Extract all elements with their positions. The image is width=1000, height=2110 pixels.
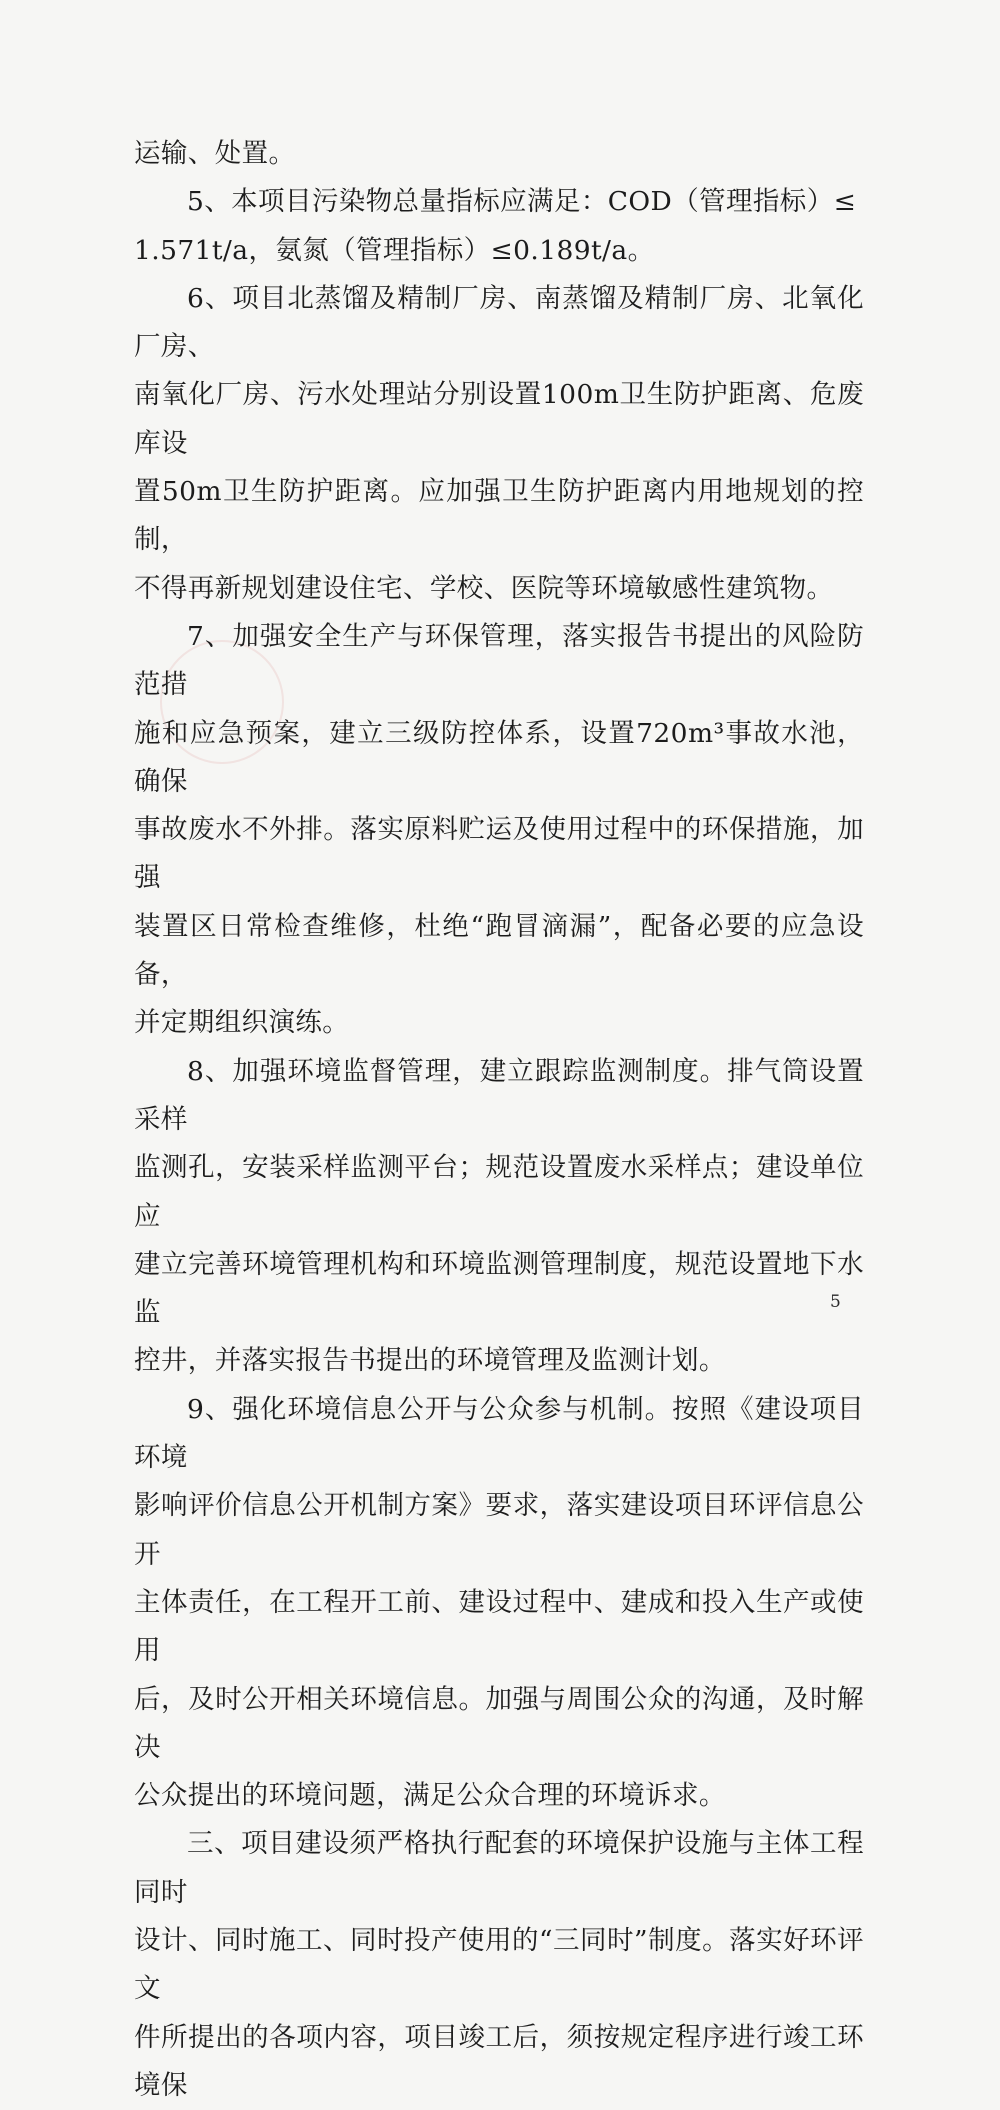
text-line: 9、强化环境信息公开与公众参与机制。按照《建设项目环境 bbox=[134, 1393, 864, 1474]
text-line: 后，及时公开相关环境信息。加强与周围公众的沟通，及时解决 bbox=[134, 1683, 864, 1763]
text-line: 南氧化厂房、污水处理站分别设置100m卫生防护距离、危废库设 bbox=[134, 379, 864, 459]
text-line: 运输、处置。 bbox=[134, 138, 296, 169]
text-line: 公众提出的环境问题，满足公众合理的环境诉求。 bbox=[134, 1780, 726, 1812]
text-line: 监测孔，安装采样监测平台；规范设置废水采样点；建设单位应 bbox=[134, 1152, 864, 1232]
text-line: 置50m卫生防护距离。应加强卫生防护距离内用地规划的控制， bbox=[134, 476, 864, 556]
text-line: 设计、同时施工、同时投产使用的“三同时”制度。落实好环评文 bbox=[134, 1924, 864, 2005]
text-line: 7、加强安全生产与环保管理，落实报告书提出的风险防范措 bbox=[134, 620, 864, 701]
text-line: 影响评价信息公开机制方案》要求，落实建设项目环评信息公开 bbox=[134, 1490, 864, 1570]
text-line: 5、本项目污染物总量指标应满足：COD（管理指标）≤ bbox=[187, 186, 857, 218]
page-number: 5 bbox=[830, 1292, 841, 1312]
text-line: 件所提出的各项内容，项目竣工后，须按规定程序进行竣工环境保 bbox=[134, 2021, 864, 2101]
text-line: 6、项目北蒸馏及精制厂房、南蒸馏及精制厂房、北氧化厂房、 bbox=[134, 282, 864, 363]
text-line: 事故废水不外排。落实原料贮运及使用过程中的环保措施，加强 bbox=[134, 814, 864, 894]
text-line: 施和应急预案，建立三级防控体系，设置720m³事故水池，确保 bbox=[134, 717, 864, 797]
text-line: 控井，并落实报告书提出的环境管理及监测计划。 bbox=[134, 1345, 726, 1377]
text-line: 不得再新规划建设住宅、学校、医院等环境敏感性建筑物。 bbox=[134, 572, 834, 604]
text-line: 装置区日常检查维修，杜绝“跑冒滴漏”，配备必要的应急设备， bbox=[134, 910, 864, 991]
text-line: 8、加强环境监督管理，建立跟踪监测制度。排气筒设置采样 bbox=[134, 1055, 864, 1135]
text-line: 并定期组织演练。 bbox=[134, 1007, 350, 1039]
document-body bbox=[134, 130, 864, 2110]
text-line: 主体责任，在工程开工前、建设过程中、建成和投入生产或使用 bbox=[134, 1586, 864, 1667]
text-line: 三、项目建设须严格执行配套的环境保护设施与主体工程同时 bbox=[134, 1828, 864, 1908]
text-line: 1.571t/a，氨氮（管理指标）≤0.189t/a。 bbox=[134, 234, 655, 266]
text-line: 建立完善环境管理机构和环境监测管理制度，规范设置地下水监 bbox=[134, 1248, 864, 1329]
